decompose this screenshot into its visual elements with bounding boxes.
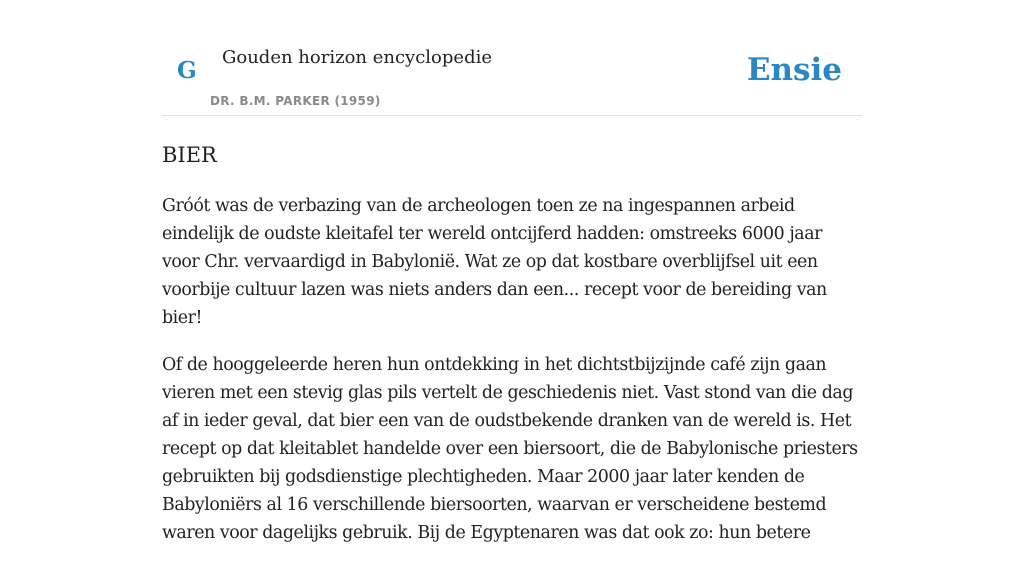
book-author: DR. B.M. PARKER (1959) (210, 94, 381, 108)
article-paragraph: Gróót was de verbazing van de archeologen toen ze na ingespannen arbeid eindelijk de oudste kleitafel ter wereld ontcijferd hadden: omstreeks 6000 jaar voor Chr. vervaardigd in Babylonië. Wat ze op dat kostbare overblijfsel uit een voorbije cultuur lazen was niets anders dan een... recept voor de bereiding van bier! (162, 196, 827, 328)
site-logo[interactable]: Ensie (746, 52, 842, 88)
book-logo[interactable]: G (177, 57, 197, 84)
article-body (162, 192, 862, 566)
content-container (162, 0, 862, 543)
article-paragraph: Of de hooggeleerde heren hun ontdekking in het dichtstbijzijnde café zijn gaan vieren met een stevig glas pils vertelt de geschiedenis niet. Vast stond van die dag af in ieder geval, dat bier een van de oudstbekende dranken van de wereld is. Het recept op dat kleitablet handelde over een biersoort, die de Babylonische priesters gebruikten bij godsdienstige plechtigheden. Maar 2000 jaar later kenden de Babyloniërs al 16 verschillende biersoorten, waarvan er verscheidene bestemd waren voor dagelijks gebruik. Bij de Egyptenaren was dat ook zo: hun betere (162, 355, 858, 543)
entry-title: BIER (162, 143, 217, 167)
book-title[interactable]: Gouden horizon encyclopedie (222, 47, 492, 68)
header (162, 0, 862, 116)
